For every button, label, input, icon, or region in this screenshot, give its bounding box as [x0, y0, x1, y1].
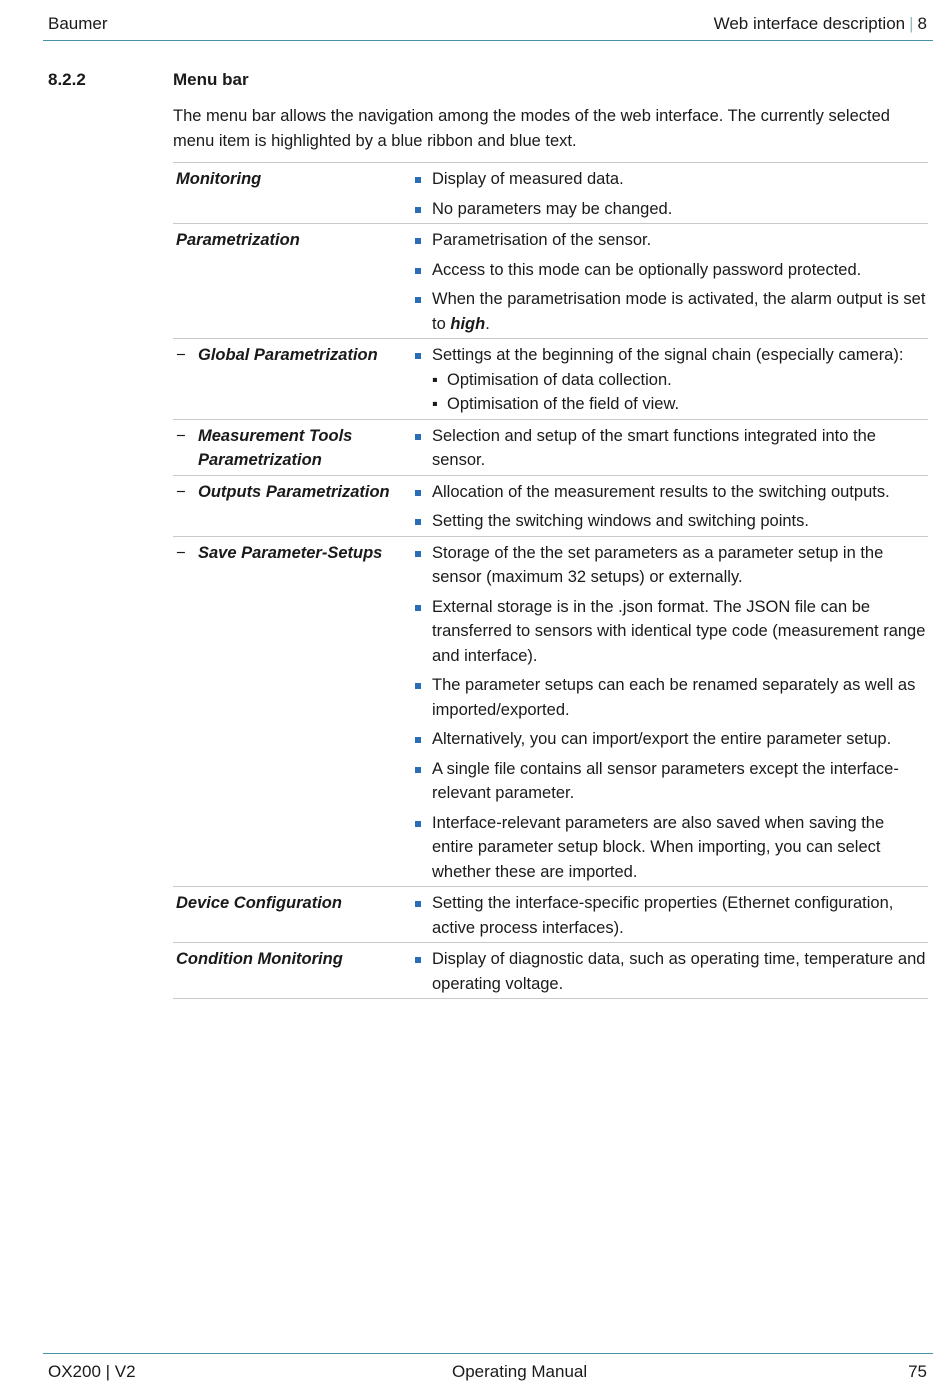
- row-term: Condition Monitoring: [176, 950, 343, 968]
- square-bullet-icon: [411, 343, 432, 417]
- square-bullet-icon: [411, 197, 432, 222]
- row-term: − Outputs Parametrization: [173, 480, 411, 534]
- small-square-bullet-icon: ▪: [432, 370, 438, 389]
- dash-marker: −: [176, 346, 186, 364]
- list-item: Setting the switching windows and switching points.: [411, 509, 928, 534]
- dash-marker: −: [176, 543, 186, 562]
- list-item: Display of measured data.: [411, 167, 928, 192]
- list-item: Selection and setup of the smart functions integrated into the sensor.: [411, 424, 928, 473]
- dash-marker: −: [176, 482, 186, 501]
- row-description: [411, 167, 928, 221]
- product-version: OX200 | V2: [48, 1362, 136, 1381]
- section-number: 8.2.2: [48, 70, 86, 89]
- square-bullet-icon: [411, 258, 432, 283]
- table-row: [173, 537, 928, 888]
- row-term: Device Configuration: [176, 894, 342, 912]
- list-item: Settings at the beginning of the signal chain (especially camera): ▪ Optimisation of data collection. ▪ Optimisation of the field of view.: [411, 343, 928, 417]
- square-bullet-icon: [411, 424, 432, 473]
- small-square-bullet-icon: ▪: [432, 395, 438, 413]
- list-item: External storage is in the .json format. The JSON file can be transferred to sensors with identical type code (measurement range and interface).: [411, 595, 928, 669]
- list-item: Storage of the the set parameters as a parameter setup in the sensor (maximum 32 setups) or externally.: [411, 541, 928, 590]
- table-row: [173, 943, 928, 999]
- row-description: [411, 343, 928, 417]
- list-item: Parametrisation of the sensor.: [411, 228, 928, 253]
- square-bullet-icon: [411, 891, 432, 940]
- list-item: No parameters may be changed.: [411, 197, 928, 222]
- header-chapter-title: [714, 14, 927, 34]
- square-bullet-icon: [411, 595, 432, 669]
- row-description: [411, 228, 928, 336]
- chapter-number: 8: [917, 14, 927, 33]
- list-item: Display of diagnostic data, such as operating time, temperature and operating voltage.: [411, 947, 928, 996]
- row-description: [411, 424, 928, 473]
- list-item: When the parametrisation mode is activated, the alarm output is set to high.: [411, 287, 928, 336]
- square-bullet-icon: [411, 757, 432, 806]
- row-description: [411, 947, 928, 996]
- header-separator: |: [909, 14, 914, 33]
- square-bullet-icon: [411, 228, 432, 253]
- row-term: Monitoring: [176, 170, 262, 188]
- square-bullet-icon: [411, 167, 432, 192]
- menu-bar-table: [173, 162, 928, 999]
- list-item: The parameter setups can each be renamed separately as well as imported/exported.: [411, 673, 928, 722]
- section-intro: The menu bar allows the navigation among the modes of the web interface. The currently selected menu item is highlighted by a blue ribbon and blue text.: [173, 107, 890, 150]
- list-item: Alternatively, you can import/export the entire parameter setup.: [411, 727, 928, 752]
- square-bullet-icon: [411, 673, 432, 722]
- list-item: Setting the interface-specific properties (Ethernet configuration, active process interfaces).: [411, 891, 928, 940]
- square-bullet-icon: [411, 727, 432, 752]
- table-row: [173, 887, 928, 943]
- list-item: Interface-relevant parameters are also saved when saving the entire parameter setup block. When importing, you can select whether these are imported.: [411, 811, 928, 885]
- chapter-title: Web interface description: [713, 14, 906, 33]
- emphasis-high: high: [450, 314, 486, 333]
- table-row: [173, 339, 928, 420]
- square-bullet-icon: [411, 509, 432, 534]
- square-bullet-icon: [411, 480, 432, 505]
- document-title: Operating Manual: [452, 1362, 588, 1381]
- row-description: [411, 541, 928, 885]
- table-row: [173, 476, 928, 537]
- square-bullet-icon: [411, 541, 432, 590]
- list-item: Allocation of the measurement results to the switching outputs.: [411, 480, 928, 505]
- page-number: 75: [908, 1362, 927, 1381]
- table-row: [173, 420, 928, 476]
- page-footer: [43, 1353, 933, 1388]
- row-description: [411, 891, 928, 940]
- dash-marker: −: [176, 426, 186, 445]
- row-term: − Save Parameter-Setups: [173, 541, 411, 885]
- square-bullet-icon: [411, 287, 432, 336]
- square-bullet-icon: [411, 947, 432, 996]
- row-description: [411, 480, 928, 534]
- list-item: A single file contains all sensor parameters except the interface-relevant parameter.: [411, 757, 928, 806]
- row-term: Parametrization: [176, 231, 300, 249]
- sub-list-item: ▪ Optimisation of the field of view.: [432, 392, 928, 417]
- table-row: [173, 163, 928, 224]
- brand-name: Baumer: [48, 14, 108, 33]
- table-row: [173, 224, 928, 339]
- section-title: Menu bar: [173, 70, 249, 89]
- square-bullet-icon: [411, 811, 432, 885]
- list-item: Access to this mode can be optionally password protected.: [411, 258, 928, 283]
- row-term: − Global Parametrization: [173, 343, 411, 417]
- page-header: [43, 0, 933, 41]
- sub-list-item: ▪ Optimisation of data collection.: [432, 368, 928, 393]
- row-term: − Measurement Tools Parametrization: [173, 424, 411, 473]
